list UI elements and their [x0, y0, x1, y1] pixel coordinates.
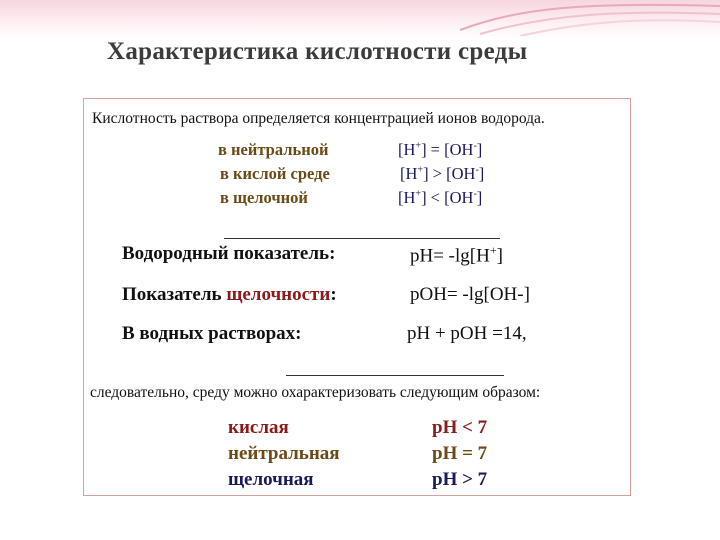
- water-label: В водных растворах:: [122, 323, 302, 344]
- condition-alkaline-equation: [H+] < [OH-]: [398, 188, 483, 207]
- condition-acid-equation: [H+] > [OH-]: [400, 164, 485, 183]
- scale-alkaline-value: pH > 7: [432, 469, 488, 490]
- condition-alkaline-label: в щелочной: [220, 188, 308, 207]
- poh-formula: pOH= -lg[OH-]: [410, 284, 530, 305]
- conclusion-text: следовательно, среду можно охарактеризовать следующим образом:: [90, 384, 541, 401]
- ph-formula: pH= -lg[H+]: [410, 243, 503, 267]
- condition-neutral-label: в нейтральной: [218, 140, 329, 159]
- condition-neutral-equation: [H+] = [OH-]: [398, 140, 483, 159]
- ph-label: Водородный показатель:: [122, 243, 336, 264]
- divider-bottom: [286, 375, 504, 376]
- scale-acid-label: кислая: [228, 417, 289, 438]
- poh-label: Показатель щелочности:: [122, 284, 337, 305]
- condition-acid-label: в кислой среде: [220, 164, 330, 183]
- divider-top: [224, 238, 500, 239]
- intro-text: Кислотность раствора определяется концентрацией ионов водорода.: [92, 110, 545, 127]
- swirl-decoration: [460, 0, 720, 36]
- slide-title: Характеристика кислотности среды: [107, 38, 528, 65]
- scale-neutral-label: нейтральная: [228, 443, 340, 464]
- scale-neutral-value: pH = 7: [432, 443, 488, 464]
- scale-alkaline-label: щелочная: [228, 469, 314, 490]
- water-formula: pH + pOH =14,: [407, 323, 527, 344]
- scale-acid-value: pH < 7: [432, 417, 488, 438]
